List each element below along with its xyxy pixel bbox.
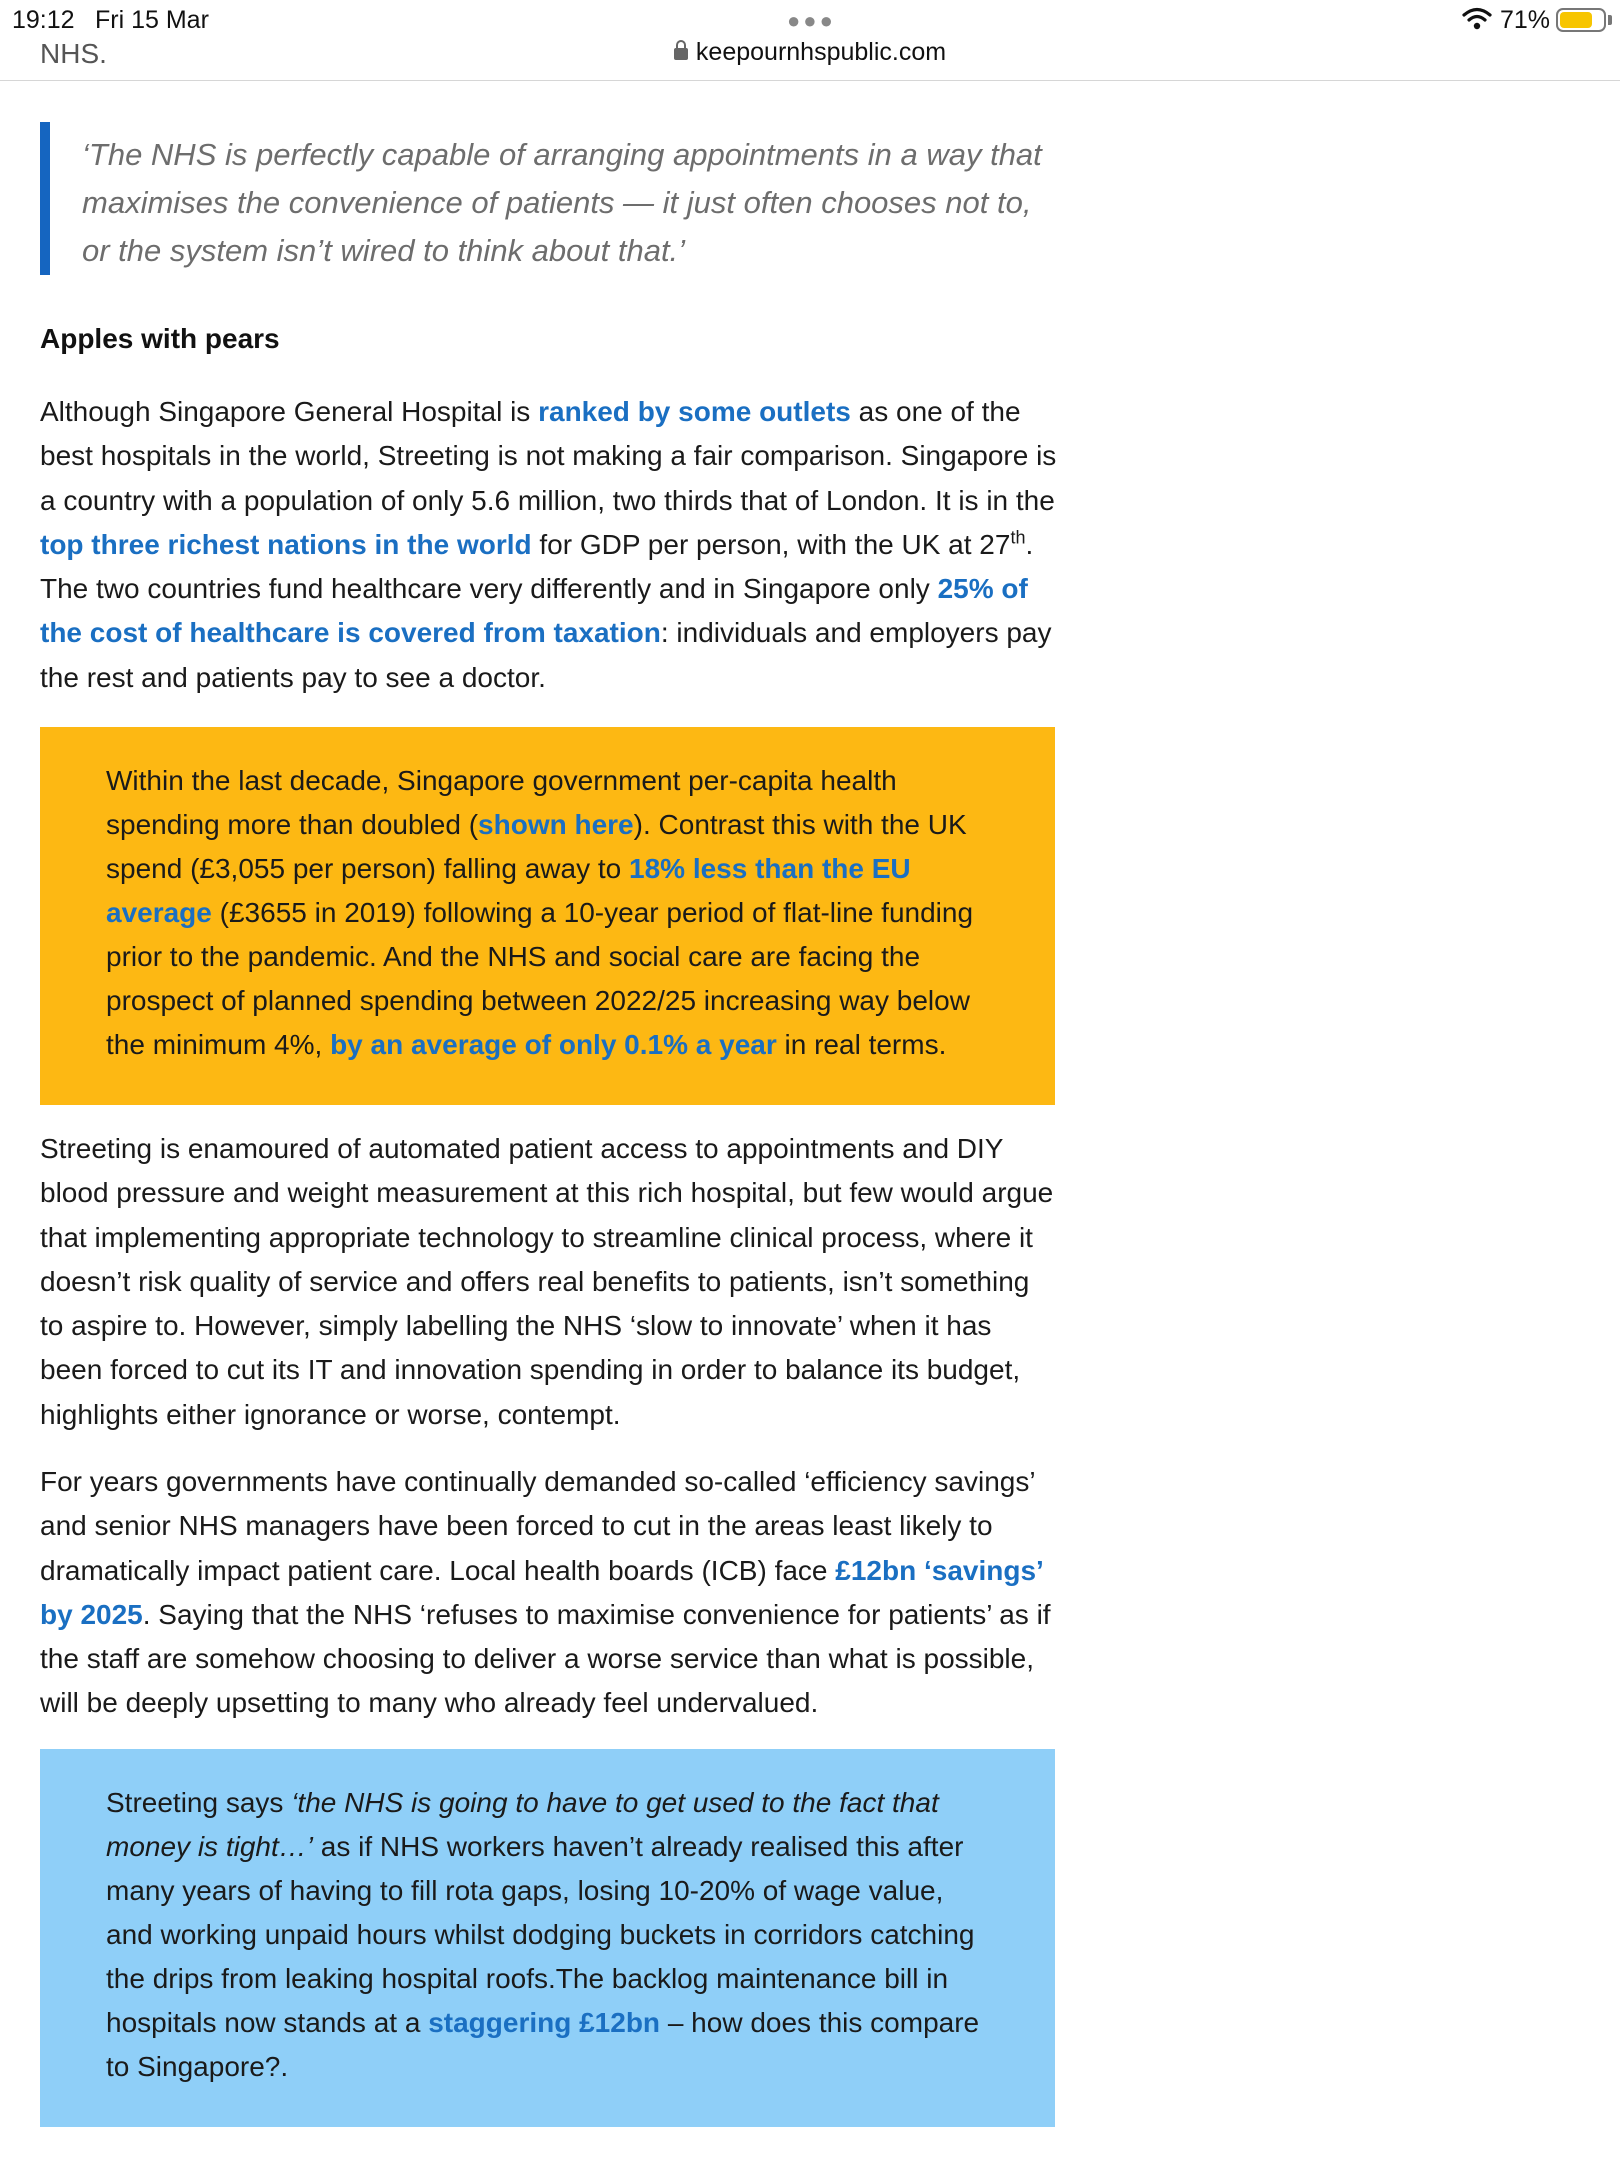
paragraph-efficiency: For years governments have continually demanded so-called ‘efficiency savings’ and senior NHS managers have been forced to cut in the areas least likely to dramatically impact patient care. Local health boards (ICB) face £12bn ‘savings’ by 2025. Saying that the NHS ‘refuses to maximise convenience for patients’ as if the staff are somehow choosing to deliver a worse service than what is possible, will be deeply upsetting to many who already feel undervalued.	[40, 1466, 1051, 1719]
link-staggering-12bn[interactable]: staggering £12bn	[428, 2007, 661, 2038]
lock-icon	[674, 48, 688, 60]
pull-quote-text: ‘The NHS is perfectly capable of arranging appointments in a way that maximises the convenience of patients — it just often chooses not to, or the system isn’t wired to think about that.’	[82, 137, 1042, 268]
url-text: keepournhspublic.com	[695, 38, 947, 66]
wifi-icon	[1462, 6, 1492, 32]
ordinal-suffix: th	[1010, 527, 1026, 548]
callout-text-spending: Within the last decade, Singapore government per-capita health spending more than doubled (shown here). Contrast this with the UK spend (£3,055 per person) falling away to 18% less than the EU average (£3655 in 2019) following a 10-year period of flat-line funding prior to the pandemic. And the NHS and social care are facing the prospect of planned spending between 2022/25 increasing way below the minimum 4%, by an average of only 0.1% a year in real terms.	[106, 765, 974, 1060]
paragraph-technology: Streeting is enamoured of automated patient access to appointments and DIY blood pressure and weight measurement at this rich hospital, but few would argue that implementing appropriate technology to streamline clinical process, where it doesn’t risk quality of service and offers real benefits to patients, isn’t something to aspire to. However, simply labelling the NHS ‘slow to innovate’ when it has been forced to cut its IT and innovation spending in order to balance its budget, highlights either ignorance or worse, contempt.	[40, 1133, 1054, 1430]
status-time: 19:12	[12, 6, 75, 34]
section-heading: Apples with pears	[40, 323, 280, 354]
callout-box-spending	[40, 727, 1055, 1105]
clipped-text: NHS.	[40, 38, 107, 69]
pull-quote	[40, 122, 1055, 275]
link-shown-here[interactable]: shown here	[478, 809, 634, 840]
address-bar[interactable]	[0, 38, 1620, 67]
battery-nub	[1608, 15, 1612, 25]
link-12bn-savings[interactable]: £12bn ‘savings’ by 2025	[40, 1554, 1043, 1630]
status-bar	[0, 0, 1620, 81]
link-ranked-by-some-outlets[interactable]: ranked by some outlets	[538, 396, 851, 427]
paragraph-singapore: Although Singapore General Hospital is ranked by some outlets as one of the best hospitals in the world, Streeting is not making a fair comparison. Singapore is a country with a population of only 5.6 million, two thirds that of London. It is in the top three richest nations in the world for GDP per person, with the UK at 27th. The two countries fund healthcare very differently and in Singapore only 25% of the cost of healthcare is covered from taxation: individuals and employers pay the rest and patients pay to see a doctor.	[40, 396, 1057, 693]
multitask-dots-icon[interactable]: ●●●	[787, 8, 836, 33]
link-healthcare-taxation[interactable]: 25% of the cost of healthcare is covered from taxation	[40, 573, 1028, 649]
callout-text-money-tight: Streeting says ‘the NHS is going to have to get used to the fact that money is tight…’ as if NHS workers haven’t already realised this after many years of having to fill rota gaps, losing 10-20% of wage value, and working unpaid hours whilst dodging buckets in corridors catching the drips from leaking hospital roofs.The backlog maintenance bill in hospitals now stands at a staggering £12bn – how does this compare to Singapore?.	[106, 1787, 980, 2082]
link-average-0-1[interactable]: by an average of only 0.1% a year	[330, 1029, 777, 1060]
link-top-three-richest[interactable]: top three richest nations in the world	[40, 528, 532, 560]
link-eu-average[interactable]: 18% less than the EU average	[106, 853, 911, 928]
callout-box-money-tight	[40, 1749, 1055, 2127]
battery-percent: 71%	[1500, 6, 1551, 34]
status-date: Fri 15 Mar	[95, 6, 209, 34]
battery-icon	[1556, 8, 1606, 32]
